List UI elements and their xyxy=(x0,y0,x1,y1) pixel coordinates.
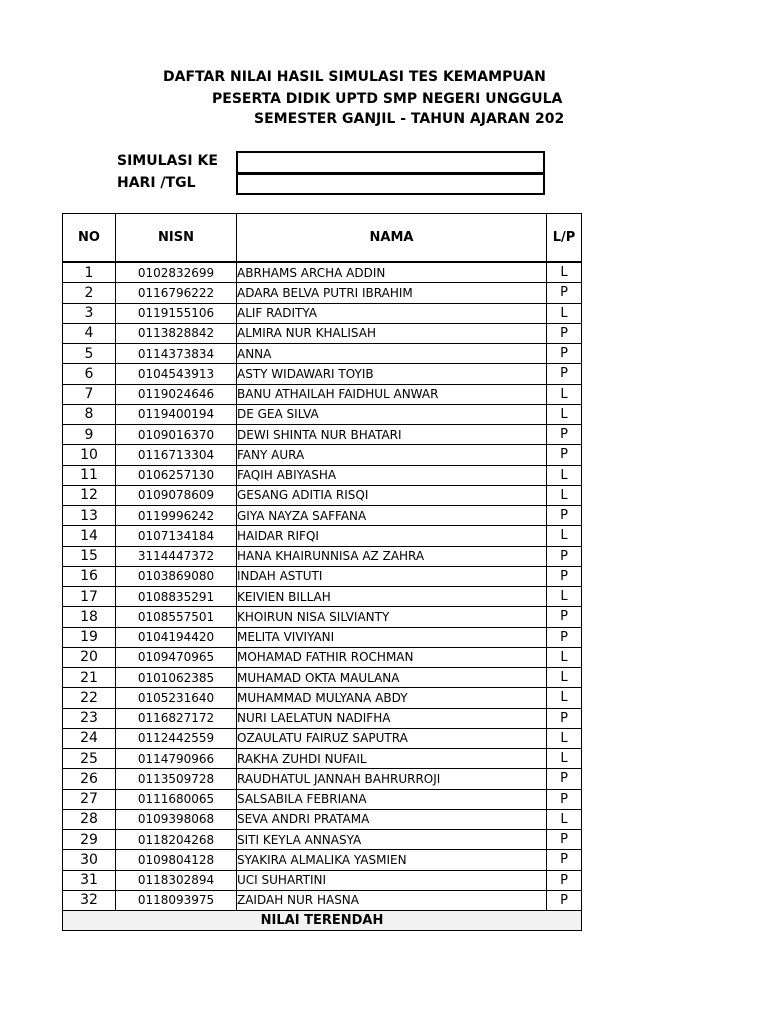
cell-nama[interactable]: KEIVIEN BILLAH xyxy=(237,587,547,607)
cell-nisn[interactable]: 0106257130 xyxy=(116,465,237,485)
cell-nama[interactable]: DEWI SHINTA NUR BHATARI xyxy=(237,425,547,445)
cell-lp[interactable]: L xyxy=(547,262,582,283)
cell-nama[interactable]: HAIDAR RIFQI xyxy=(237,526,547,546)
cell-no[interactable]: 22 xyxy=(63,688,116,708)
cell-no[interactable]: 16 xyxy=(63,566,116,586)
cell-lp[interactable]: P xyxy=(547,607,582,627)
cell-lp[interactable]: L xyxy=(547,668,582,688)
cell-lp[interactable]: L xyxy=(547,728,582,748)
cell-nisn[interactable]: 0101062385 xyxy=(116,668,237,688)
simulasi-label: SIMULASI KE xyxy=(117,153,218,169)
cell-nisn[interactable]: 0109470965 xyxy=(116,647,237,667)
cell-nisn[interactable]: 0118204268 xyxy=(116,830,237,850)
table-row xyxy=(63,749,582,769)
cell-nisn[interactable]: 0104543913 xyxy=(116,364,237,384)
cell-nama[interactable]: RAUDHATUL JANNAH BAHRURROJI xyxy=(237,769,547,789)
cell-lp[interactable]: L xyxy=(547,688,582,708)
table-footer-row xyxy=(63,911,582,931)
cell-nama[interactable]: HANA KHAIRUNNISA AZ ZAHRA xyxy=(237,546,547,566)
cell-nama[interactable]: RAKHA ZUHDI NUFAIL xyxy=(237,749,547,769)
cell-nama[interactable]: ZAIDAH NUR HASNA xyxy=(237,890,547,910)
cell-lp[interactable]: P xyxy=(547,789,582,809)
cell-nisn[interactable]: 0119996242 xyxy=(116,506,237,526)
cell-nama[interactable]: MELITA VIVIYANI xyxy=(237,627,547,647)
table-row xyxy=(63,445,582,465)
cell-no[interactable]: 19 xyxy=(63,627,116,647)
cell-lp[interactable]: P xyxy=(547,870,582,890)
table-row xyxy=(63,465,582,485)
cell-nama[interactable]: ALIF RADITYA xyxy=(237,303,547,323)
cell-lp[interactable]: L xyxy=(547,303,582,323)
column-header-no: NO xyxy=(63,214,116,263)
cell-nama[interactable]: ASTY WIDAWARI TOYIB xyxy=(237,364,547,384)
cell-no[interactable]: 18 xyxy=(63,607,116,627)
cell-no[interactable]: 31 xyxy=(63,870,116,890)
cell-nama[interactable]: OZAULATU FAIRUZ SAPUTRA xyxy=(237,728,547,748)
cell-nama[interactable]: ADARA BELVA PUTRI IBRAHIM xyxy=(237,283,547,303)
cell-no[interactable]: 3 xyxy=(63,303,116,323)
cell-no[interactable]: 21 xyxy=(63,668,116,688)
table-row xyxy=(63,688,582,708)
table-row xyxy=(63,506,582,526)
column-header-lp: L/P xyxy=(547,214,582,263)
table-header-row xyxy=(63,214,582,263)
cell-nisn[interactable]: 0105231640 xyxy=(116,688,237,708)
table-row xyxy=(63,587,582,607)
cell-no[interactable]: 13 xyxy=(63,506,116,526)
table-row xyxy=(63,890,582,910)
cell-nisn[interactable]: 0104194420 xyxy=(116,627,237,647)
cell-lp[interactable]: L xyxy=(547,809,582,829)
cell-no[interactable]: 27 xyxy=(63,789,116,809)
cell-no[interactable]: 9 xyxy=(63,425,116,445)
cell-nama[interactable]: SEVA ANDRI PRATAMA xyxy=(237,809,547,829)
cell-no[interactable]: 26 xyxy=(63,769,116,789)
cell-nisn[interactable]: 0116713304 xyxy=(116,445,237,465)
cell-lp[interactable]: L xyxy=(547,404,582,424)
cell-nisn[interactable]: 0116827172 xyxy=(116,708,237,728)
table-row xyxy=(63,283,582,303)
table-row xyxy=(63,627,582,647)
cell-lp[interactable]: P xyxy=(547,425,582,445)
cell-no[interactable]: 1 xyxy=(63,262,116,283)
cell-nisn[interactable]: 0109804128 xyxy=(116,850,237,870)
cell-nisn[interactable]: 0113509728 xyxy=(116,769,237,789)
table-row xyxy=(63,870,582,890)
cell-nama[interactable]: NURI LAELATUN NADIFHA xyxy=(237,708,547,728)
cell-no[interactable]: 25 xyxy=(63,749,116,769)
cell-nisn[interactable]: 0111680065 xyxy=(116,789,237,809)
cell-lp[interactable]: P xyxy=(547,445,582,465)
table-row xyxy=(63,809,582,829)
table-row xyxy=(63,384,582,404)
cell-no[interactable]: 28 xyxy=(63,809,116,829)
table-row xyxy=(63,344,582,364)
cell-nisn[interactable]: 0119400194 xyxy=(116,404,237,424)
cell-lp[interactable]: P xyxy=(547,850,582,870)
table-row xyxy=(63,526,582,546)
table-row xyxy=(63,850,582,870)
cell-nisn[interactable]: 0118093975 xyxy=(116,890,237,910)
cell-nisn[interactable]: 0116796222 xyxy=(116,283,237,303)
cell-nisn[interactable]: 0109078609 xyxy=(116,485,237,505)
table-row xyxy=(63,769,582,789)
cell-nama[interactable]: KHOIRUN NISA SILVIANTY xyxy=(237,607,547,627)
cell-lp[interactable]: L xyxy=(547,647,582,667)
cell-nisn[interactable]: 0119024646 xyxy=(116,384,237,404)
cell-nama[interactable]: SALSABILA FEBRIANA xyxy=(237,789,547,809)
cell-nisn[interactable]: 0112442559 xyxy=(116,728,237,748)
cell-no[interactable]: 5 xyxy=(63,344,116,364)
cell-lp[interactable]: P xyxy=(547,830,582,850)
cell-nisn[interactable]: 0114790966 xyxy=(116,749,237,769)
table-row xyxy=(63,607,582,627)
cell-no[interactable]: 17 xyxy=(63,587,116,607)
cell-nama[interactable]: UCI SUHARTINI xyxy=(237,870,547,890)
cell-no[interactable]: 11 xyxy=(63,465,116,485)
cell-nama[interactable]: INDAH ASTUTI xyxy=(237,566,547,586)
cell-nisn[interactable]: 0109398068 xyxy=(116,809,237,829)
cell-lp[interactable]: L xyxy=(547,485,582,505)
cell-lp[interactable]: L xyxy=(547,526,582,546)
cell-lp[interactable]: L xyxy=(547,465,582,485)
cell-no[interactable]: 7 xyxy=(63,384,116,404)
cell-no[interactable]: 14 xyxy=(63,526,116,546)
cell-nama[interactable]: ANNA xyxy=(237,344,547,364)
hari-tgl-label: HARI /TGL xyxy=(117,175,196,191)
cell-nama[interactable]: SITI KEYLA ANNASYA xyxy=(237,830,547,850)
cell-no[interactable]: 30 xyxy=(63,850,116,870)
table-row xyxy=(63,830,582,850)
cell-nama[interactable]: SYAKIRA ALMALIKA YASMIEN xyxy=(237,850,547,870)
cell-nisn[interactable]: 0108557501 xyxy=(116,607,237,627)
cell-nama[interactable]: GIYA NAYZA SAFFANA xyxy=(237,506,547,526)
cell-nama[interactable]: MUHAMAD OKTA MAULANA xyxy=(237,668,547,688)
document-title-line-3: SEMESTER GANJIL - TAHUN AJARAN 202 xyxy=(254,111,565,127)
cell-nisn[interactable]: 0119155106 xyxy=(116,303,237,323)
cell-lp[interactable]: P xyxy=(547,344,582,364)
table-row xyxy=(63,668,582,688)
table-row xyxy=(63,425,582,445)
table-row xyxy=(63,566,582,586)
table-row xyxy=(63,546,582,566)
cell-lp[interactable]: P xyxy=(547,708,582,728)
cell-lp[interactable]: P xyxy=(547,890,582,910)
table-row xyxy=(63,728,582,748)
cell-nisn[interactable]: 0108835291 xyxy=(116,587,237,607)
column-header-nama: NAMA xyxy=(237,214,547,263)
cell-lp[interactable]: P xyxy=(547,283,582,303)
student-table xyxy=(62,213,582,931)
table-row xyxy=(63,789,582,809)
table-row xyxy=(63,647,582,667)
cell-nama[interactable]: MUHAMMAD MULYANA ABDY xyxy=(237,688,547,708)
cell-lp[interactable]: P xyxy=(547,627,582,647)
table-row xyxy=(63,262,582,283)
cell-lp[interactable]: P xyxy=(547,364,582,384)
document-title-line-1: DAFTAR NILAI HASIL SIMULASI TES KEMAMPUAN xyxy=(163,69,546,85)
cell-nama[interactable]: MOHAMAD FATHIR ROCHMAN xyxy=(237,647,547,667)
cell-lp[interactable]: P xyxy=(547,323,582,343)
cell-nisn[interactable]: 0103869080 xyxy=(116,566,237,586)
cell-nisn[interactable]: 0109016370 xyxy=(116,425,237,445)
cell-lp[interactable]: P xyxy=(547,566,582,586)
cell-no[interactable]: 10 xyxy=(63,445,116,465)
table-row xyxy=(63,708,582,728)
cell-lp[interactable]: P xyxy=(547,546,582,566)
cell-nisn[interactable]: 3114447372 xyxy=(116,546,237,566)
cell-lp[interactable]: L xyxy=(547,749,582,769)
cell-nisn[interactable]: 0107134184 xyxy=(116,526,237,546)
cell-no[interactable]: 8 xyxy=(63,404,116,424)
nilai-terendah-label: NILAI TERENDAH xyxy=(63,911,582,931)
cell-no[interactable]: 6 xyxy=(63,364,116,384)
cell-no[interactable]: 24 xyxy=(63,728,116,748)
document-title-line-2: PESERTA DIDIK UPTD SMP NEGERI UNGGULA xyxy=(212,91,563,107)
cell-lp[interactable]: L xyxy=(547,384,582,404)
table-row xyxy=(63,485,582,505)
cell-no[interactable]: 20 xyxy=(63,647,116,667)
cell-nisn[interactable]: 0113828842 xyxy=(116,323,237,343)
table-row xyxy=(63,323,582,343)
column-header-nisn: NISN xyxy=(116,214,237,263)
cell-nisn[interactable]: 0114373834 xyxy=(116,344,237,364)
cell-nama[interactable]: FAQIH ABIYASHA xyxy=(237,465,547,485)
cell-no[interactable]: 29 xyxy=(63,830,116,850)
cell-no[interactable]: 2 xyxy=(63,283,116,303)
cell-nama[interactable]: GESANG ADITIA RISQI xyxy=(237,485,547,505)
cell-lp[interactable]: P xyxy=(547,769,582,789)
cell-no[interactable]: 12 xyxy=(63,485,116,505)
table-row xyxy=(63,303,582,323)
cell-no[interactable]: 32 xyxy=(63,890,116,910)
cell-no[interactable]: 23 xyxy=(63,708,116,728)
cell-no[interactable]: 4 xyxy=(63,323,116,343)
table-row xyxy=(63,364,582,384)
hari-tgl-field[interactable] xyxy=(236,173,545,195)
cell-nisn[interactable]: 0118302894 xyxy=(116,870,237,890)
cell-lp[interactable]: P xyxy=(547,506,582,526)
cell-nama[interactable]: DE GEA SILVA xyxy=(237,404,547,424)
cell-lp[interactable]: L xyxy=(547,587,582,607)
cell-nama[interactable]: BANU ATHAILAH FAIDHUL ANWAR xyxy=(237,384,547,404)
cell-nisn[interactable]: 0102832699 xyxy=(116,262,237,283)
cell-nama[interactable]: ALMIRA NUR KHALISAH xyxy=(237,323,547,343)
table-row xyxy=(63,404,582,424)
cell-no[interactable]: 15 xyxy=(63,546,116,566)
cell-nama[interactable]: ABRHAMS ARCHA ADDIN xyxy=(237,262,547,283)
simulasi-field[interactable] xyxy=(236,151,545,174)
cell-nama[interactable]: FANY AURA xyxy=(237,445,547,465)
